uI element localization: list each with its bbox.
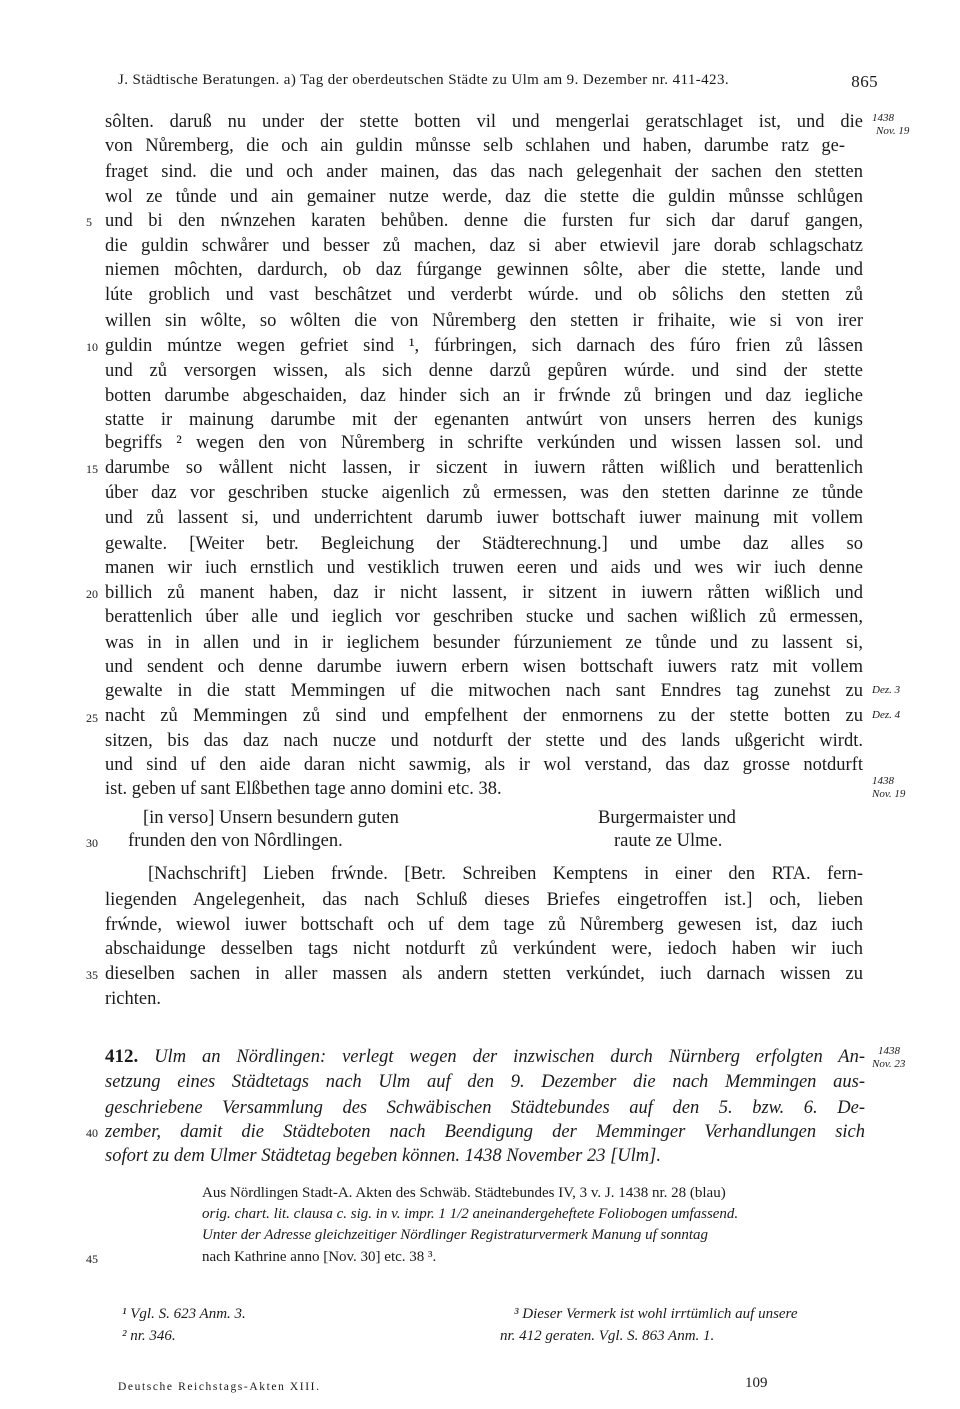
address-right-1: Burgermaister und — [598, 808, 736, 828]
text-line: gewalte. [Weiter betr. Begleichung der Städterechnung.] und umbe daz alles so — [105, 534, 863, 554]
postscript-line: liegenden Angelegenheit, das nach Schluß dieses Briefes eingetroffen ist.] och, lieben — [105, 890, 863, 910]
text-line: berattenlich úber alle und ieglich vor geschriben stucke und sachen wißlich zů ermessen, — [105, 607, 863, 627]
margin-date-note: Dez. 3 — [872, 684, 901, 696]
line-number: 30 — [86, 836, 98, 850]
running-header — [118, 72, 878, 89]
text-line: lúte groblich und vast beschâtzet und verderbt wúrde. und ob sôlichs den stetten zů — [105, 285, 863, 305]
text-line: sitzen, bis das daz nach nucze und notdurft der stette und des lands ußgericht wirdt. — [105, 731, 863, 751]
line-number: 40 — [86, 1126, 98, 1140]
header-title: J. Städtische Beratungen. a) Tag der oberdeutschen Städte zu Ulm am 9. Dezember nr. 411-423. — [118, 72, 729, 88]
footnote: nr. 412 geraten. Vgl. S. 863 Anm. 1. — [500, 1328, 715, 1344]
doc-number: 412. — [105, 1046, 139, 1067]
text-line: nacht zů Memmingen zů sind und empfelhent der enmornens zu der stette botten zu — [105, 706, 863, 726]
postscript-line: [Nachschrift] Lieben frẃnde. [Betr. Schreiben Kemptens in einer den RTA. fern- — [148, 864, 863, 884]
text-line: und zů versorgen wissen, als sich denne darzů gepůren wúrde. und sind der stette — [105, 361, 863, 381]
doc412-heading-line: 412. Ulm an Nördlingen: verlegt wegen der inzwischen durch Nürnberg erfolgten An- — [105, 1046, 866, 1067]
doc412-heading-line: zember, damit die Städteboten nach Beendigung der Memminger Verhandlungen sich — [105, 1122, 865, 1142]
postscript-line: richten. — [105, 989, 161, 1009]
address-left-1: [in verso] Unsern besundern guten — [143, 808, 399, 828]
text-line: und sendent och denne darumbe iuwern erbern wisen bottschaft iuwers ratz mit vollem — [105, 657, 863, 677]
text-line: und sind uf den aide daran nicht sawmig, als ir wol verstand, das daz grosse notdurft — [105, 755, 863, 775]
margin-date-note: 1438 Nov. 19 — [872, 775, 906, 800]
source-line: orig. chart. lit. clausa c. sig. in v. impr. 1 1/2 aneinandergeheftete Foliobogen umfassend. — [202, 1206, 739, 1222]
signature-mark: 109 — [745, 1375, 768, 1391]
text-line: gewalte in die statt Memmingen uf die mitwochen nach sant Enndres tag zunehst zu — [105, 681, 863, 701]
text-line: fraget sind. die und och ander mainen, das das nach gelegenhait der sachen den stetten — [105, 162, 863, 182]
line-number: 45 — [86, 1252, 98, 1266]
footnote: ³ Dieser Vermerk ist wohl irrtümlich auf unsere — [514, 1306, 798, 1322]
line-number: 10 — [86, 340, 98, 354]
text-line: begriffs ² wegen den von Nůremberg in schrifte verkúnden und wissen lassen sol. und — [105, 433, 863, 453]
text-line: botten darumbe abgeschaiden, daz hinder sich an ir frẃnde zů bringen und daz iegliche — [105, 386, 863, 406]
source-line: Unter der Adresse gleichzeitiger Nördlinger Registraturvermerk Manung uf sonntag — [202, 1227, 709, 1243]
text-line: niemen môchten, dardurch, ob daz fúrgange gewinnen sôlte, aber die stette, lande und — [105, 260, 863, 280]
doc412-heading-line: setzung eines Städtetags nach Ulm auf den 9. Dezember die nach Memmingen aus- — [105, 1072, 865, 1092]
postscript-line: abschaidunge desselben tags nicht notdurft zů verkúndent were, iedoch haben wir iuch — [105, 939, 863, 959]
text-line: und zů lassent si, und underrichtent darumb iuwer bottschaft iuwer mainung mit vollem — [105, 508, 863, 528]
margin-date-note: 1438 Nov. 23 — [872, 1045, 906, 1070]
text-line: die guldin schwårer und besser zů machen, daz si aber etwievil jare dorab schlagschatz — [105, 236, 863, 256]
footnote: ² nr. 346. — [122, 1328, 176, 1344]
page-number: 865 — [851, 72, 878, 91]
line-number: 25 — [86, 711, 98, 725]
series-footer: Deutsche Reichstags-Akten XIII. — [118, 1381, 321, 1393]
line-number: 20 — [86, 587, 98, 601]
postscript-line: dieselben sachen in aller massen als andern stetten verkúndet, iuch darnach wissen zu — [105, 964, 863, 984]
doc412-heading-line: geschriebene Versammlung des Schwäbischen Städtebundes auf den 5. bzw. 6. De- — [105, 1098, 865, 1118]
address-right-2: raute ze Ulme. — [614, 831, 723, 851]
text-line: úber daz vor geschriben stucke aigenlich zů ermessen, was den stetten darinne ze tůnde — [105, 483, 863, 503]
text-line: und bi den nẃnzehen karaten behůben. denne die fursten fur sich dar daruf gangen, — [105, 211, 863, 231]
text-line: ist. geben uf sant Elßbethen tage anno domini etc. 38. — [105, 779, 502, 799]
text-line: was in in allen und in ir ieglichem besunder fúrzuniement ze tůnde und zu lassent si, — [105, 633, 863, 653]
line-number: 35 — [86, 968, 98, 982]
margin-date-note: 1438 Nov. 19 — [872, 112, 910, 137]
text-line: statte ir mainung darumbe mit der egenanten antwúrt von unsers herren des kunigs — [105, 410, 863, 430]
line-number: 15 — [86, 462, 98, 476]
line-number: 5 — [86, 215, 92, 229]
text-line: billich zů manent haben, daz ir nicht lassent, ir sitzent in iuwern råtten wißlich und — [105, 583, 863, 603]
footnote: ¹ Vgl. S. 623 Anm. 3. — [122, 1306, 246, 1322]
source-line: Aus Nördlingen Stadt-A. Akten des Schwäb. Städtebundes IV, 3 v. J. 1438 nr. 28 (blau) — [202, 1185, 726, 1201]
text-line: sôlten. daruß nu under der stette botten vil und mengerlai geratschlaget ist, und die — [105, 112, 863, 132]
text-line: guldin múntze wegen gefriet sind ¹, fúrbringen, sich darnach des fúro frien zů lâssen — [105, 336, 863, 356]
doc412-heading-line: sofort zu dem Ulmer Städtetag begeben können. 1438 November 23 [Ulm]. — [105, 1146, 661, 1166]
address-left-2: frunden den von Nôrdlingen. — [128, 831, 343, 851]
postscript-line: frẃnde, wiewol iuwer bottschaft och uf dem tage zů Nůremberg gewesen ist, daz iuch — [105, 915, 863, 935]
text-line: manen wir iuch ernstlich und vestiklich truwen eeren und aids und wes wir iuch denne — [105, 558, 863, 578]
text-line: von Nůremberg, die och ain guldin můnsse selb schlahen und haben, darumbe ratz ge- — [105, 136, 845, 156]
margin-date-note: Dez. 4 — [872, 709, 901, 721]
text-line: wol ze tůnde und ain gemainer nutze werde, daz die stette die guldin můnsse schlůgen — [105, 187, 863, 207]
text-line: willen sin wôlte, so wôlten die von Nůremberg den stetten ir frihaite, wie si von irer — [105, 311, 863, 331]
text-line: darumbe so wållent nicht lassen, ir siczent in iuwern råtten wißlich und berattenlich — [105, 458, 863, 478]
source-line: nach Kathrine anno [Nov. 30] etc. 38 ³. — [202, 1249, 437, 1265]
